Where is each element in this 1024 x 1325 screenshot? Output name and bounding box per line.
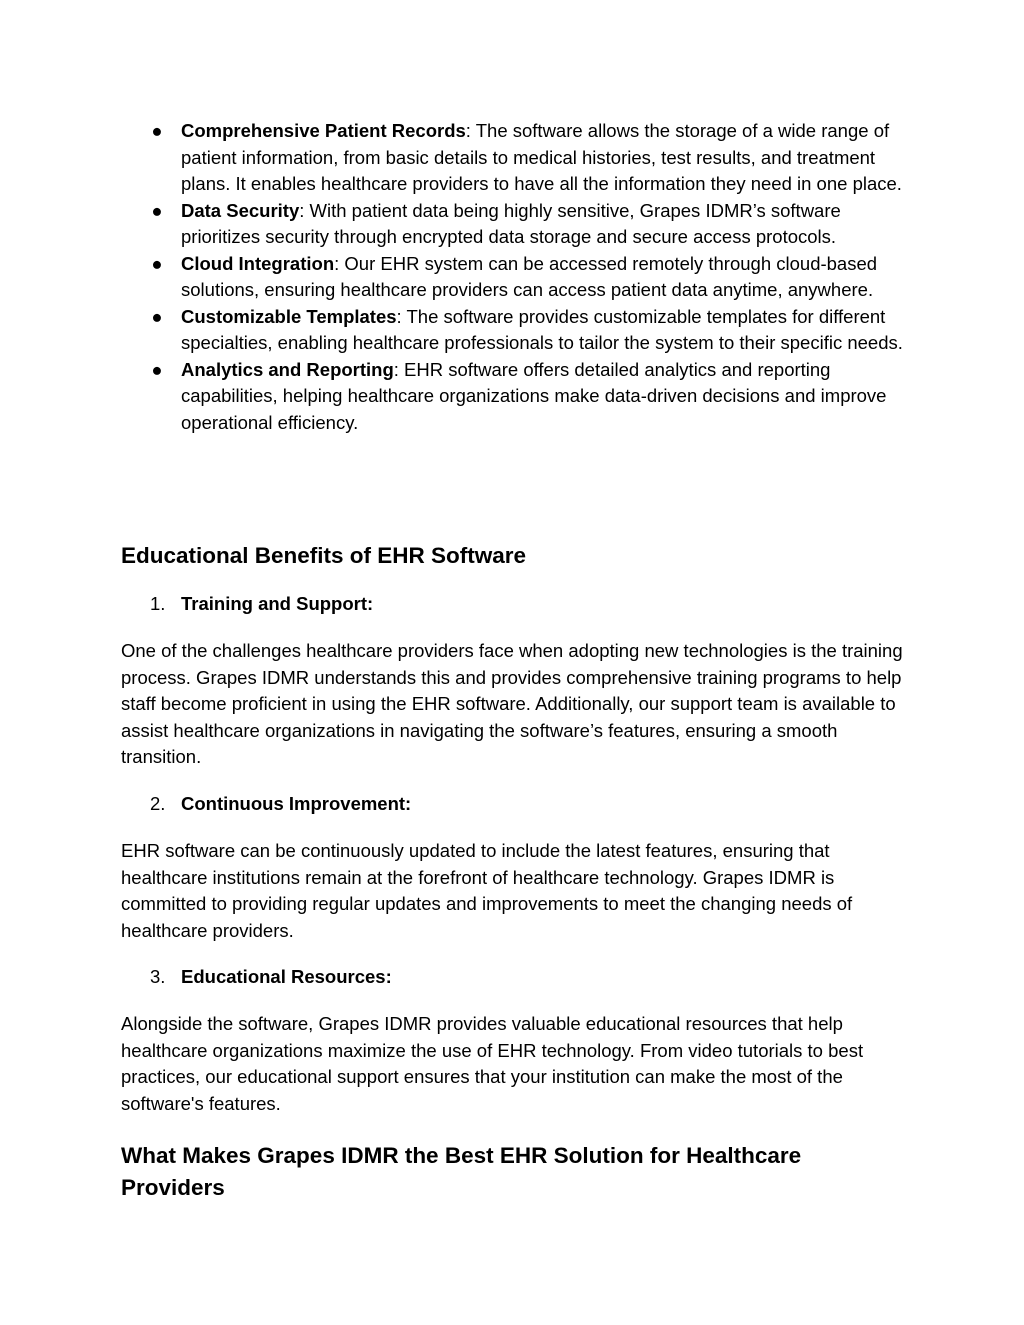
bullet-item-analytics-reporting <box>121 357 911 437</box>
item-title: Training and Support: <box>181 593 374 614</box>
feature-bullet-list <box>121 118 911 436</box>
bullet-text: : The software allows the storage of a wide range of patient information, from basic details to medical histories, test results, and treatment plans. It enables healthcare providers to have all the information they need in one place. <box>181 120 902 194</box>
bullet-text: : EHR software offers detailed analytics and reporting capabilities, helping healthcare organizations make data-driven decisions and improve operational efficiency. <box>181 358 887 433</box>
section-heading-best-ehr-solution: What Makes Grapes IDMR the Best EHR Solution for Healthcare Providers <box>121 1143 802 1200</box>
bullet-item-patient-records <box>121 118 911 198</box>
item-number: 1. <box>150 593 166 614</box>
paragraph-improvement: EHR software can be continuously updated to include the latest features, ensuring that healthcare institutions remain at the forefront of healthcare technology. Grapes IDMR is committed to providing regular updates and improvements to meet the changing needs of healthcare providers. <box>121 840 853 941</box>
bullet-text: : With patient data being highly sensitive, Grapes IDMR’s software prioritizes security through encrypted data storage and secure access protocols. <box>181 199 841 247</box>
bullet-text: : Our EHR system can be accessed remotely through cloud-based solutions, ensuring healthcare providers can access patient data anytime, anywhere. <box>181 252 878 300</box>
bullet-title: Analytics and Reporting <box>181 358 394 380</box>
section-heading-educational-benefits: Educational Benefits of EHR Software <box>121 543 527 568</box>
bullet-icon: ● <box>151 358 163 380</box>
bullet-icon: ● <box>151 252 163 274</box>
bullet-title: Customizable Templates <box>181 305 397 327</box>
paragraph-training: One of the challenges healthcare providers face when adopting new technologies is the training process. Grapes IDMR understands this and provides comprehensive training programs to help staff become proficient in using the EHR software. Additionally, our support team is available to assist healthcare organizations in navigating the software’s features, ensuring a smooth transition. <box>121 640 903 767</box>
bullet-item-cloud-integration <box>121 251 911 304</box>
bullet-icon: ● <box>151 199 163 221</box>
bullet-title: Comprehensive Patient Records <box>181 120 466 141</box>
item-number: 3. <box>150 966 166 987</box>
item-title: Educational Resources: <box>181 966 392 987</box>
bullet-icon: ● <box>151 120 163 141</box>
bullet-text: : The software provides customizable templates for different specialties, enabling healthcare professionals to tailor the system to their specific needs. <box>181 305 903 353</box>
item-title: Continuous Improvement: <box>181 793 412 814</box>
bullet-title: Data Security <box>181 199 300 221</box>
bullet-title: Cloud Integration <box>181 252 335 274</box>
bullet-item-customizable-templates <box>121 304 911 357</box>
bullet-icon: ● <box>151 305 163 327</box>
bullet-item-data-security <box>121 198 911 251</box>
item-number: 2. <box>150 793 166 814</box>
paragraph-resources: Alongside the software, Grapes IDMR provides valuable educational resources that help healthcare organizations maximize the use of EHR technology. From video tutorials to best practices, our educational support ensures that your institution can make the most of the software's features. <box>121 1013 864 1114</box>
